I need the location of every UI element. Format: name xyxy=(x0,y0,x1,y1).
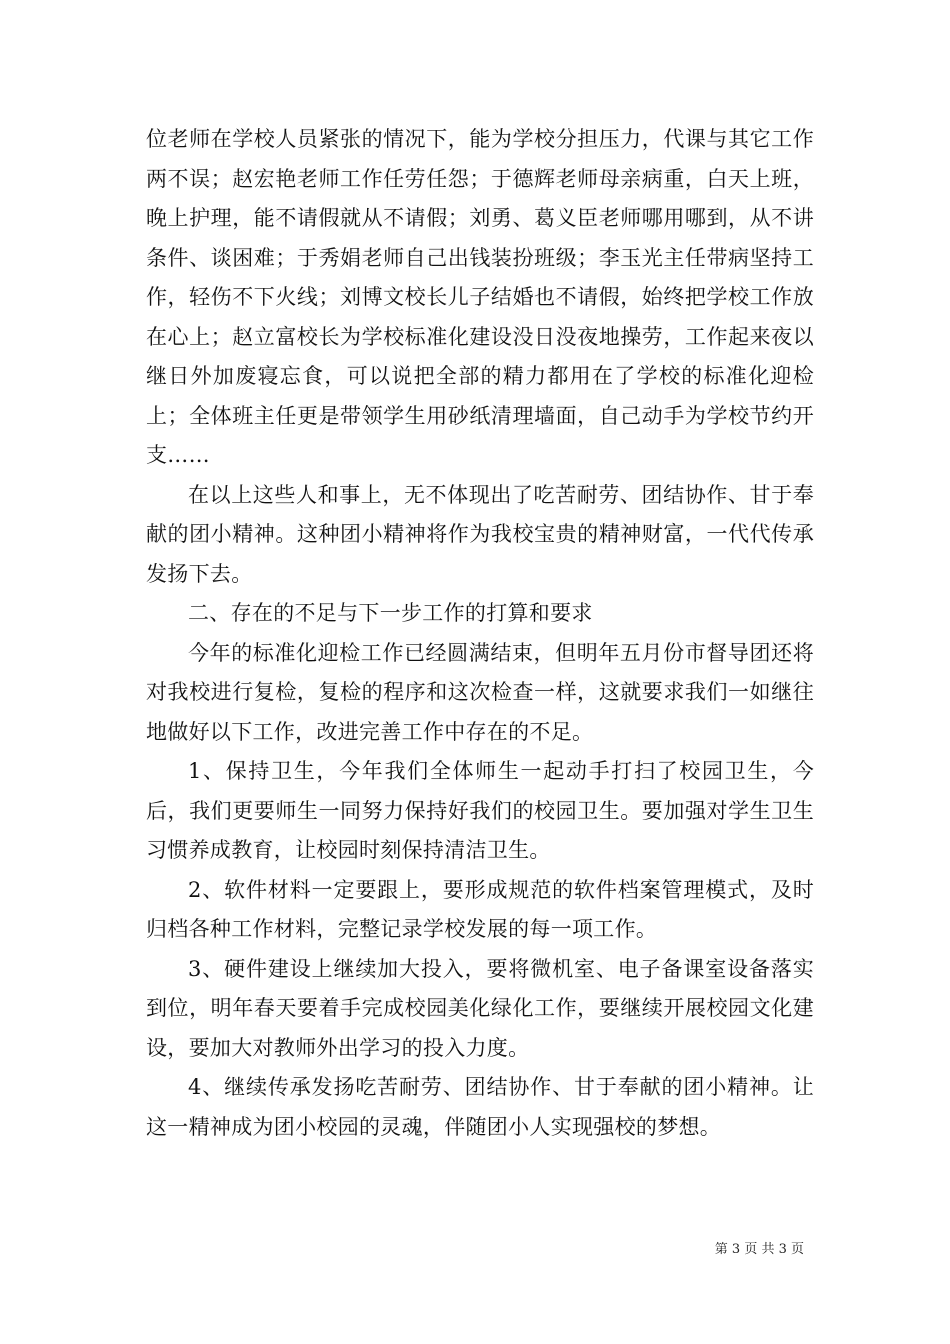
paragraph-1: 位老师在学校人员紧张的情况下，能为学校分担压力，代课与其它工作两不误；赵宏艳老师工作任劳任怨；于德辉老师母亲病重，白天上班，晚上护理，能不请假就从不请假；刘勇、葛义臣老师哪用哪到，从不讲条件、谈困难；于秀娟老师自己出钱装扮班级；李玉光主任带病坚持工作，轻伤不下火线；刘博文校长儿子结婚也不请假，始终把学校工作放在心上；赵立富校长为学校标准化建设没日没夜地操劳，工作起来夜以继日外加废寝忘食，可以说把全部的精力都用在了学校的标准化迎检上；全体班主任更是带领学生用砂纸清理墙面，自己动手为学校节约开支…… xyxy=(146,127,814,467)
list-item-4: 4、继续传承发扬吃苦耐劳、团结协作、甘于奉献的团小精神。让这一精神成为团小校园的灵魂，伴随团小人实现强校的梦想。 xyxy=(146,1075,814,1139)
section-heading: 二、存在的不足与下一步工作的打算和要求 xyxy=(188,601,593,625)
page-footer xyxy=(0,1241,950,1261)
paragraph-2: 在以上这些人和事上，无不体现出了吃苦耐劳、团结协作、甘于奉献的团小精神。这种团小精神将作为我校宝贵的精神财富，一代代传承发扬下去。 xyxy=(146,482,814,586)
list-item-3: 3、硬件建设上继续加大投入，要将微机室、电子备课室设备落实到位，明年春天要着手完成校园美化绿化工作，要继续开展校园文化建设，要加大对教师外出学习的投入力度。 xyxy=(146,956,814,1060)
list-item-2: 2、软件材料一定要跟上，要形成规范的软件档案管理模式，及时归档各种工作材料，完整记录学校发展的每一项工作。 xyxy=(146,877,814,941)
page-number: 第 3 页 共 3 页 xyxy=(714,1242,804,1257)
document-body xyxy=(146,120,814,1147)
list-item-1: 1、保持卫生，今年我们全体师生一起动手打扫了校园卫生，今后，我们更要师生一同努力保持好我们的校园卫生。要加强对学生卫生习惯养成教育，让校园时刻保持清洁卫生。 xyxy=(146,759,814,862)
paragraph-3: 今年的标准化迎检工作已经圆满结束，但明年五月份市督导团还将对我校进行复检，复检的程序和这次检查一样，这就要求我们一如继往地做好以下工作，改进完善工作中存在的不足。 xyxy=(146,640,814,744)
